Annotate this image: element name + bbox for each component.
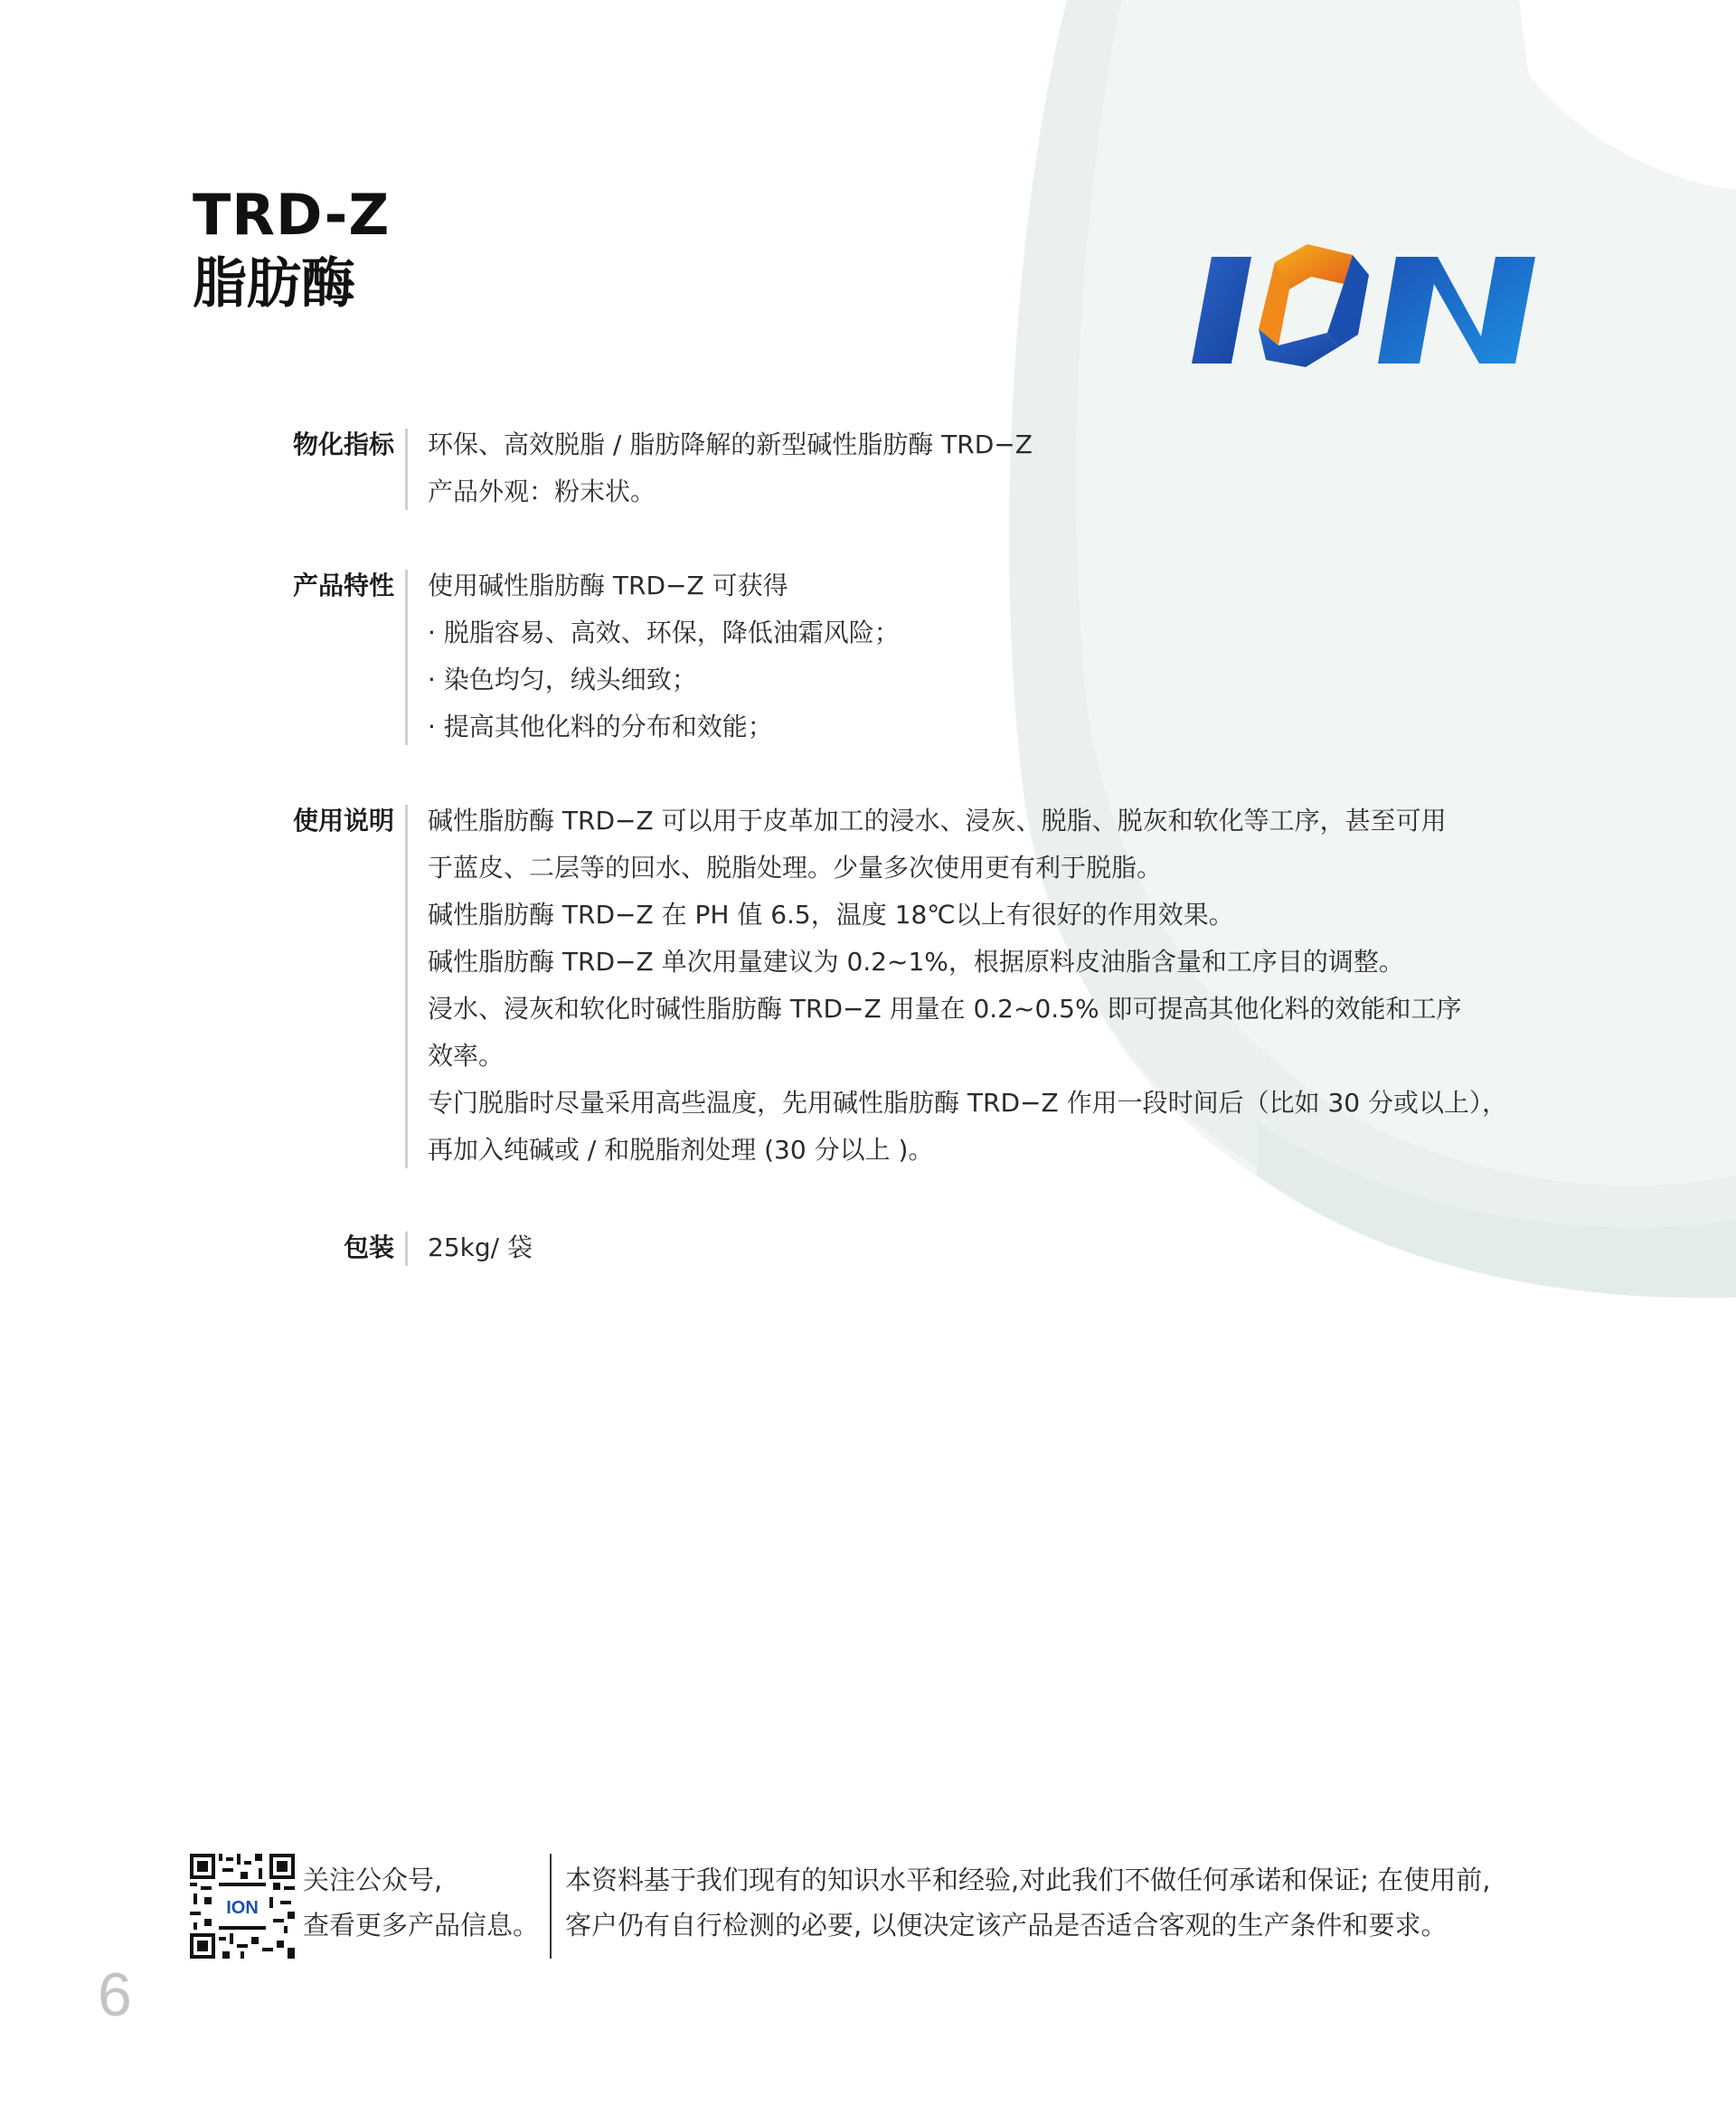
body-line: 效率。 — [428, 1041, 505, 1071]
product-code: TRD-Z — [193, 182, 391, 248]
body-line: 25kg/ 袋 — [428, 1232, 533, 1262]
section-label: 使用说明 — [292, 806, 394, 836]
section-usage — [271, 798, 1507, 1174]
body-line: 碱性脂肪酶 TRD−Z 单次用量建议为 0.2~1%，根据原料皮油脂含量和工序目的调整。 — [428, 947, 1404, 977]
qr-code-icon[interactable] — [190, 1854, 295, 1959]
body-line: 再加入纯碱或 / 和脱脂剂处理 (30 分以上 )。 — [428, 1135, 934, 1165]
body-line: 产品外观：粉末状。 — [428, 477, 656, 506]
body-line: · 提高其他化料的分布和效能； — [428, 712, 773, 741]
body-line: · 染色均匀，绒头细致； — [428, 665, 697, 694]
section-body — [408, 1224, 533, 1271]
body-line: 碱性脂肪酶 TRD−Z 在 PH 值 6.5，温度 18℃以上有很好的作用效果。 — [428, 900, 1234, 930]
section-body — [408, 562, 900, 751]
product-name: 脂肪酶 — [193, 252, 355, 316]
follow-account-text — [303, 1857, 539, 1948]
disclaimer-line: 本资料基于我们现有的知识水平和经验,对此我们不做任何承诺和保证; 在使用前, — [565, 1865, 1491, 1895]
section-body — [408, 421, 1033, 515]
section-features — [271, 562, 900, 751]
body-line: 使用碱性脂肪酶 TRD−Z 可获得 — [428, 571, 788, 600]
body-line: 碱性脂肪酶 TRD−Z 可以用于皮革加工的浸水、浸灰、脱脂、脱灰和软化等工序，甚至可用 — [428, 806, 1447, 836]
page-number: 6 — [98, 1960, 132, 2029]
follow-line: 关注公众号, — [303, 1865, 443, 1895]
section-physicochemical — [271, 421, 1033, 515]
body-line: 环保、高效脱脂 / 脂肪降解的新型碱性脂肪酶 TRD−Z — [428, 430, 1033, 459]
body-line: 于蓝皮、二层等的回水、脱脂处理。少量多次使用更有利于脱脂。 — [428, 853, 1163, 883]
section-body — [408, 798, 1507, 1174]
body-line: · 脱脂容易、高效、环保，降低油霜风险； — [428, 618, 900, 647]
follow-line: 查看更多产品信息。 — [303, 1910, 540, 1941]
body-line: 浸水、浸灰和软化时碱性脂肪酶 TRD−Z 用量在 0.2~0.5% 即可提高其他化料的效能和工序 — [428, 994, 1462, 1024]
ion-logo — [1192, 242, 1535, 378]
disclaimer-line: 客户仍有自行检测的必要, 以便决定该产品是否适合客观的生产条件和要求。 — [565, 1910, 1448, 1941]
title-block — [193, 181, 390, 318]
section-label: 物化指标 — [292, 430, 394, 459]
section-label: 产品特性 — [292, 571, 394, 600]
footer-divider — [550, 1854, 552, 1959]
body-line: 专门脱脂时尽量采用高些温度，先用碱性脂肪酶 TRD−Z 作用一段时间后（比如 30 分或以上）， — [428, 1088, 1507, 1118]
section-packaging — [271, 1224, 533, 1271]
disclaimer-text — [565, 1857, 1490, 1948]
section-label: 包装 — [343, 1232, 394, 1262]
svg-text:ION: ION — [226, 1898, 259, 1918]
